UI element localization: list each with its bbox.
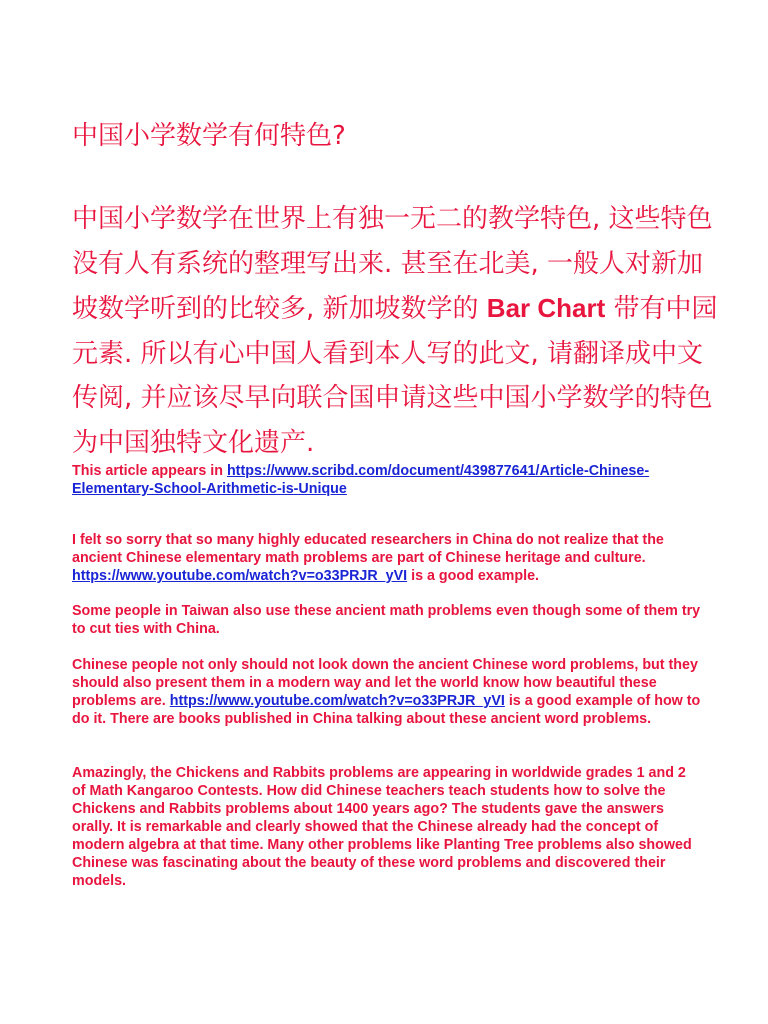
paragraph-word-problems [72, 656, 702, 728]
bar-chart-term: Bar Chart [486, 293, 606, 324]
source-note [72, 462, 702, 498]
intro-line [72, 421, 722, 466]
paragraph-taiwan [72, 602, 702, 638]
paragraph-text: Some people in Taiwan also use these ancient math problems even though some of them try to cut ties with China. [72, 603, 701, 637]
intro-line-text: 坡数学听到的比较多, 新加坡数学的 [72, 294, 487, 325]
intro-line-text: 元素. 所以有心中国人看到本人写的此文, 请翻译成中文 [72, 338, 704, 369]
source-note-text: This article appears in [72, 463, 227, 479]
intro-line-text: 没有人有系统的整理写出来. 甚至在北美, 一般人对新加 [72, 248, 704, 279]
intro-line [72, 332, 722, 377]
youtube-example-link[interactable]: https://www.youtube.com/watch?v=o33PRJR_yVI [72, 568, 408, 584]
paragraph-chickens-rabbits [72, 764, 702, 890]
paragraph-text: I felt so sorry that so many highly educated researchers in China do not realize that the ancient Chinese elementary math problems are part of Chinese heritage and culture. [72, 532, 664, 566]
intro-line [72, 286, 722, 332]
scribd-article-link[interactable]: https://www.scribd.com/document/439877641/Article-Chinese-Elementary-School-Arithmetic-is-Unique [72, 463, 650, 497]
intro-line-text: 传阅, 并应该尽早向联合国申请这些中国小学数学的特色 [72, 383, 713, 414]
intro-line-text-end: 带有中园 [605, 294, 718, 325]
intro-paragraph [72, 197, 722, 466]
intro-line [72, 242, 722, 287]
youtube-how-to-link[interactable]: https://www.youtube.com/watch?v=o33PRJR_yVI [169, 693, 505, 709]
paragraph-researchers [72, 531, 702, 585]
intro-line-text: 中国小学数学在世界上有独一无二的教学特色, 这些特色 [72, 204, 713, 234]
paragraph-text: Amazingly, the Chickens and Rabbits problems are appearing in worldwide grades 1 and 2 of Math Kangaroo Contests. How did Chinese teachers teach students how to solve the Chickens and Rabbits problems about 1400 years ago? The students gave the answers orally. It is remarkable and clearly showed that the Chinese already had the concept of modern algebra at that time. Many other problems like Planting Tree problems also showed Chinese was fascinating about the beauty of these word problems and discovered their models. [72, 765, 692, 889]
intro-line-text: 为中国独特文化遗产. [72, 427, 315, 458]
intro-line [72, 197, 722, 242]
paragraph-text-after: is a good example. [407, 568, 540, 584]
intro-line [72, 376, 722, 421]
page-title: 中国小学数学有何特色? [72, 121, 346, 151]
paragraph-text-after: is a good example of how to do it. There are books published in China talking about these ancient word problems. [72, 693, 701, 727]
paragraph-text: Chinese people not only should not look down the ancient Chinese word problems, but they should also present them in a modern way and let the world know how beautiful these problems are. [72, 657, 698, 709]
